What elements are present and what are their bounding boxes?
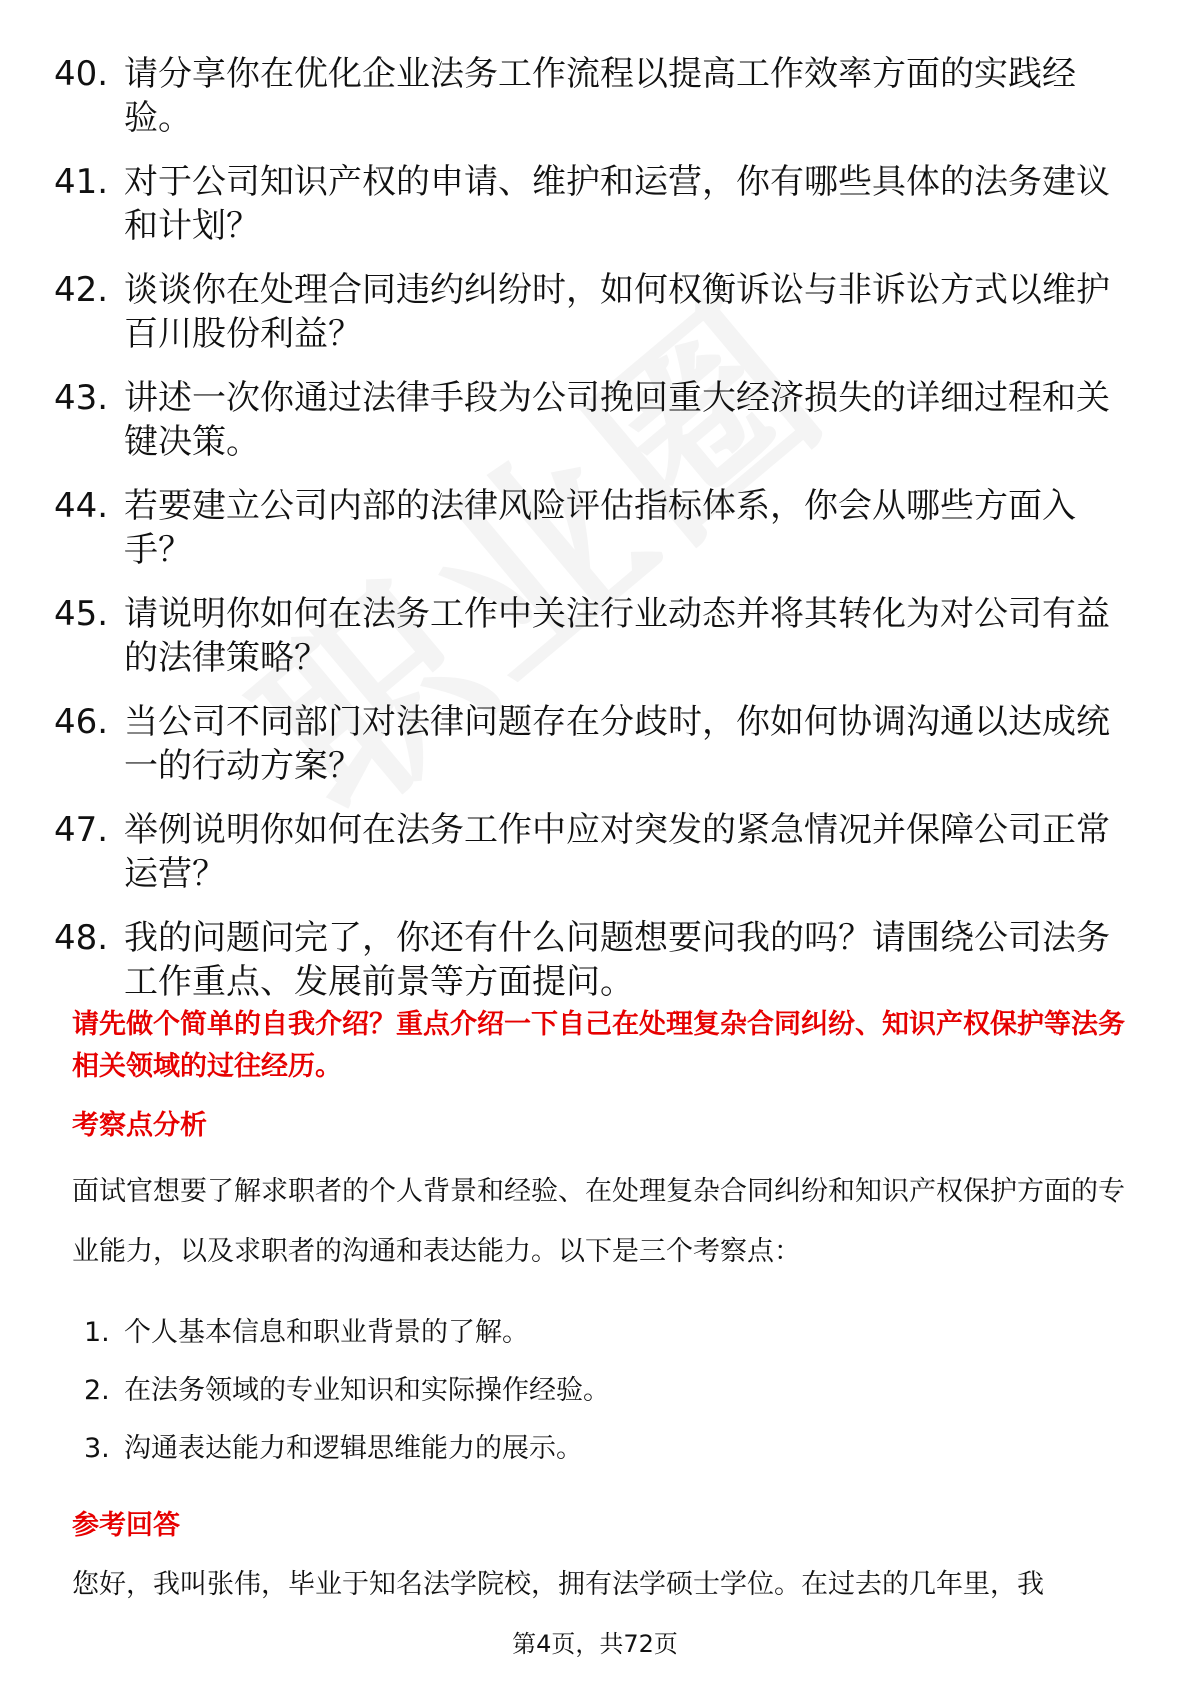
question-number: 42. [54, 270, 109, 310]
question-number: 47. [54, 810, 109, 850]
question-item [54, 160, 1134, 248]
question-text: 举例说明你如何在法务工作中应对突发的紧急情况并保障公司正常运营？ [124, 810, 1110, 894]
point-number: 3. [84, 1433, 110, 1464]
question-number: 43. [54, 378, 109, 418]
point-text: 沟通表达能力和逻辑思维能力的展示。 [124, 1433, 583, 1464]
analysis-point [84, 1430, 610, 1468]
question-number: 48. [54, 918, 109, 958]
analysis-point [84, 1314, 610, 1352]
question-item [54, 592, 1134, 680]
question-item [54, 376, 1134, 464]
question-item [54, 268, 1134, 356]
question-text: 讲述一次你通过法律手段为公司挽回重大经济损失的详细过程和关键决策。 [124, 378, 1110, 462]
question-text: 若要建立公司内部的法律风险评估指标体系，你会从哪些方面入手？ [124, 486, 1076, 570]
analysis-point [84, 1372, 610, 1410]
question-number: 41. [54, 162, 109, 202]
page-footer: 第4页，共72页 [512, 1630, 678, 1658]
answer-paragraph: 您好，我叫张伟，毕业于知名法学院校，拥有法学硕士学位。在过去的几年里，我 [72, 1569, 1044, 1600]
point-number: 2. [84, 1375, 110, 1406]
analysis-heading: 考察点分析 [72, 1110, 207, 1141]
question-text: 谈谈你在处理合同违约纠纷时，如何权衡诉讼与非诉讼方式以维护百川股份利益？ [124, 270, 1110, 354]
point-text: 个人基本信息和职业背景的了解。 [124, 1317, 529, 1348]
analysis-point-list [84, 1314, 610, 1488]
question-item [54, 484, 1134, 572]
analysis-paragraph: 面试官想要了解求职者的个人背景和经验、在处理复杂合同纠纷和知识产权保护方面的专业能力，以及求职者的沟通和表达能力。以下是三个考察点： [72, 1176, 1125, 1267]
question-text: 请说明你如何在法务工作中关注行业动态并将其转化为对公司有益的法律策略？ [124, 594, 1110, 678]
question-item [54, 700, 1134, 788]
question-item [54, 916, 1134, 1004]
question-number: 46. [54, 702, 109, 742]
question-text: 对于公司知识产权的申请、维护和运营，你有哪些具体的法务建议和计划？ [124, 162, 1110, 246]
point-text: 在法务领域的专业知识和实际操作经验。 [124, 1375, 610, 1406]
question-number: 40. [54, 54, 109, 94]
question-text: 请分享你在优化企业法务工作流程以提高工作效率方面的实践经验。 [124, 54, 1076, 138]
answer-heading: 参考回答 [72, 1510, 180, 1541]
question-item [54, 808, 1134, 896]
question-item [54, 52, 1134, 140]
point-number: 1. [84, 1317, 110, 1348]
question-list [54, 52, 1134, 1024]
question-number: 45. [54, 594, 109, 634]
question-text: 我的问题问完了，你还有什么问题想要问我的吗？请围绕公司法务工作重点、发展前景等方面提问。 [124, 918, 1110, 1002]
question-text: 当公司不同部门对法律问题存在分歧时，你如何协调沟通以达成统一的行动方案？ [124, 702, 1110, 786]
question-number: 44. [54, 486, 109, 526]
highlighted-question: 请先做个简单的自我介绍？重点介绍一下自己在处理复杂合同纠纷、知识产权保护等法务相关领域的过往经历。 [72, 1009, 1125, 1082]
